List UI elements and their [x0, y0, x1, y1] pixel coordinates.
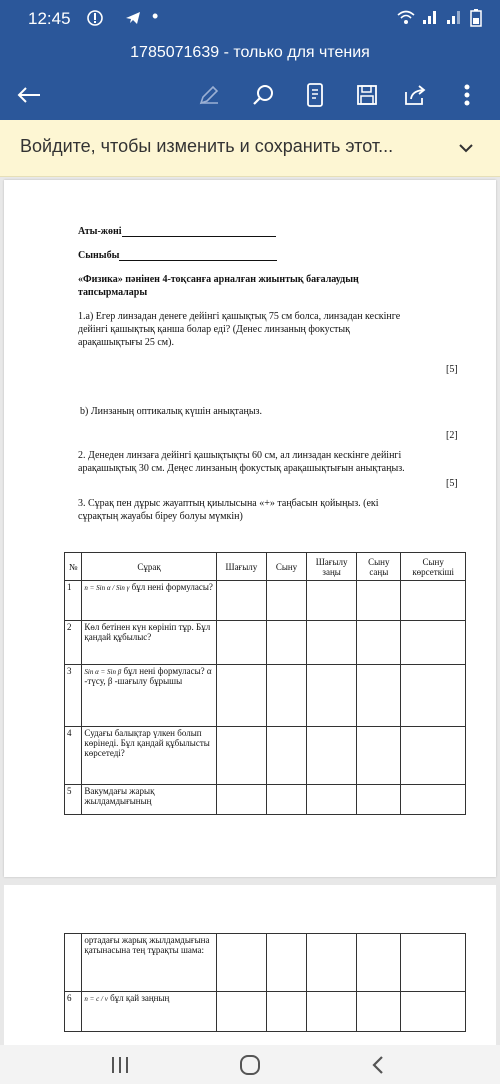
row-number: 2 — [65, 621, 82, 665]
search-button[interactable] — [246, 78, 280, 112]
home-button[interactable] — [230, 1051, 270, 1079]
row-formula: Sin α = Sin β — [84, 668, 122, 676]
heading-line-2: тапсырмалары — [78, 287, 148, 298]
col-header-refraction: Сыну — [267, 553, 307, 581]
answer-cell[interactable] — [267, 934, 307, 992]
answer-cell[interactable] — [267, 621, 307, 665]
battery-icon — [470, 9, 482, 31]
table-row — [65, 934, 466, 992]
answer-cell[interactable] — [267, 665, 307, 727]
home-icon — [238, 1053, 262, 1077]
answer-cell[interactable] — [216, 727, 266, 785]
expand-banner-button[interactable] — [452, 134, 480, 162]
back-button[interactable] — [12, 78, 46, 112]
search-icon — [251, 83, 275, 107]
toolbar — [0, 70, 500, 120]
heading-line-1: «Физика» пәнінен 4-тоқсанға арналған жиынтық бағалаудың — [78, 274, 359, 285]
q1b-text: b) Линзаның оптикалық күшін анықтаңыз. — [80, 406, 263, 417]
q3-line-1: 3. Сұрақ пен дұрыс жауаптың қиылысына «+» таңбасын қойыңыз. (екі — [78, 498, 379, 509]
phone-view-icon — [305, 83, 325, 107]
q2-line-2: арақашықтық 30 см. Деңес линзаның фокустық арақашықтығын анықтаңыз. — [78, 463, 405, 474]
col-header-reflection-law: Шағылу заңы — [307, 553, 357, 581]
table-row — [65, 785, 466, 815]
row-question: Вакумдағы жарық жылдамдығының — [82, 785, 216, 815]
reading-mode-button[interactable] — [298, 78, 332, 112]
chevron-down-icon — [452, 134, 480, 162]
answer-cell[interactable] — [216, 934, 266, 992]
share-button[interactable] — [398, 78, 432, 112]
answer-cell[interactable] — [401, 621, 466, 665]
pencil-icon — [198, 84, 220, 106]
row-question: Sin α = Sin β бұл нені формуласы? α -түсу, β -шағылу бұрышы — [82, 665, 216, 727]
table-row — [65, 621, 466, 665]
status-bar — [0, 0, 500, 36]
answer-cell[interactable] — [357, 992, 401, 1032]
recent-apps-button[interactable] — [100, 1051, 140, 1079]
wifi-icon — [396, 9, 416, 29]
col-header-question: Сұрақ — [82, 553, 216, 581]
title-bar — [0, 36, 500, 70]
row-formula: n = c / v — [84, 995, 108, 1003]
share-icon — [403, 84, 427, 106]
row-number: 3 — [65, 665, 82, 727]
edit-button[interactable] — [192, 78, 226, 112]
answer-cell[interactable] — [307, 621, 357, 665]
answer-cell[interactable] — [267, 785, 307, 815]
answer-cell[interactable] — [357, 581, 401, 621]
answer-cell[interactable] — [267, 581, 307, 621]
table-row — [65, 581, 466, 621]
answer-cell[interactable] — [216, 665, 266, 727]
row-number: 6 — [65, 992, 82, 1032]
answer-cell[interactable] — [267, 727, 307, 785]
row-number: 1 — [65, 581, 82, 621]
answer-cell[interactable] — [401, 727, 466, 785]
col-header-refractive-index: Сыну көрсеткіші — [401, 553, 466, 581]
answer-cell[interactable] — [216, 621, 266, 665]
col-header-number: № — [65, 553, 82, 581]
answer-cell[interactable] — [307, 727, 357, 785]
answer-cell[interactable] — [357, 621, 401, 665]
row-question: n = Sin α / Sin γ бұл нені формуласы? — [82, 581, 216, 621]
q2-line-1: 2. Денеден линзаға дейінгі қашықтықты 60 см, ал линзадан кескінге дейінгі — [78, 450, 402, 461]
answer-cell[interactable] — [307, 581, 357, 621]
answer-cell[interactable] — [216, 785, 266, 815]
banner-message: Войдите, чтобы изменить и сохранить этот... — [20, 136, 394, 156]
q1a-line-2: дейінгі қашықтық қанша болар еді? (Денес линзаның фокустық — [78, 324, 350, 335]
arrow-left-icon — [16, 85, 42, 105]
system-back-button[interactable] — [358, 1051, 398, 1079]
question-table — [64, 552, 466, 815]
row-number: 5 — [65, 785, 82, 815]
name-field-label: Аты-жөні — [78, 226, 276, 237]
answer-cell[interactable] — [357, 934, 401, 992]
signal-icon — [422, 9, 438, 29]
answer-cell[interactable] — [401, 581, 466, 621]
row-question: n = c / v бұл қай заңның — [82, 992, 216, 1032]
answer-cell[interactable] — [401, 992, 466, 1032]
answer-cell[interactable] — [216, 992, 266, 1032]
table-row — [65, 665, 466, 727]
answer-cell[interactable] — [267, 992, 307, 1032]
save-button[interactable] — [350, 78, 384, 112]
sign-in-banner[interactable] — [0, 120, 500, 177]
answer-cell[interactable] — [357, 785, 401, 815]
col-header-refraction-law: Сыну саңы — [357, 553, 401, 581]
q1a-line-3: арақашықтығы 25 см). — [78, 337, 174, 348]
row-number — [65, 934, 82, 992]
more-vertical-icon — [463, 83, 471, 107]
question-table-continued — [64, 933, 466, 1032]
dot-icon: • — [152, 6, 159, 26]
table-row — [65, 727, 466, 785]
q1a-line-1: 1.а) Егер линзадан денеге дейінгі қашықтық 75 см болса, линзадан кескінге — [78, 311, 401, 322]
q1b-score: [2] — [446, 430, 458, 441]
document-title: 1785071639 - только для чтения — [130, 44, 370, 61]
recent-apps-icon — [109, 1055, 131, 1075]
document-page — [4, 180, 496, 877]
row-question: ортадағы жарық жылдамдығына қатынасына тең тұрақты шама: — [82, 934, 216, 992]
notification-icon — [86, 9, 104, 31]
answer-cell[interactable] — [307, 665, 357, 727]
row-number: 4 — [65, 727, 82, 785]
row-formula: n = Sin α / Sin γ — [84, 584, 130, 592]
answer-cell[interactable] — [401, 665, 466, 727]
answer-cell[interactable] — [307, 934, 357, 992]
more-options-button[interactable] — [450, 78, 484, 112]
table-row — [65, 992, 466, 1032]
q3-line-2: сұрақтың жауабы біреу болуы мүмкін) — [78, 511, 243, 522]
answer-cell[interactable] — [216, 581, 266, 621]
answer-cell[interactable] — [357, 727, 401, 785]
answer-cell[interactable] — [307, 992, 357, 1032]
answer-cell[interactable] — [401, 934, 466, 992]
status-time: 12:45 — [28, 9, 71, 28]
row-question: Судағы балықтар үлкен болып көрінеді. Бұл қандай құбылысты көрсетеді? — [82, 727, 216, 785]
signal-2-icon — [446, 9, 462, 29]
class-field-label: Сыныбы — [78, 250, 277, 261]
table-header-row — [65, 553, 466, 581]
document-page-2 — [4, 885, 496, 1045]
chevron-left-icon — [370, 1054, 386, 1076]
col-header-reflection: Шағылу — [216, 553, 266, 581]
row-question: Көл бетінен күн көрініп тұр. Бұл қандай құбылыс? — [82, 621, 216, 665]
floppy-disk-icon — [356, 84, 378, 106]
q1a-score: [5] — [446, 364, 458, 375]
navigation-bar — [0, 1045, 500, 1084]
q2-score: [5] — [446, 478, 458, 489]
telegram-icon — [124, 9, 142, 31]
answer-cell[interactable] — [401, 785, 466, 815]
answer-cell[interactable] — [307, 785, 357, 815]
answer-cell[interactable] — [357, 665, 401, 727]
